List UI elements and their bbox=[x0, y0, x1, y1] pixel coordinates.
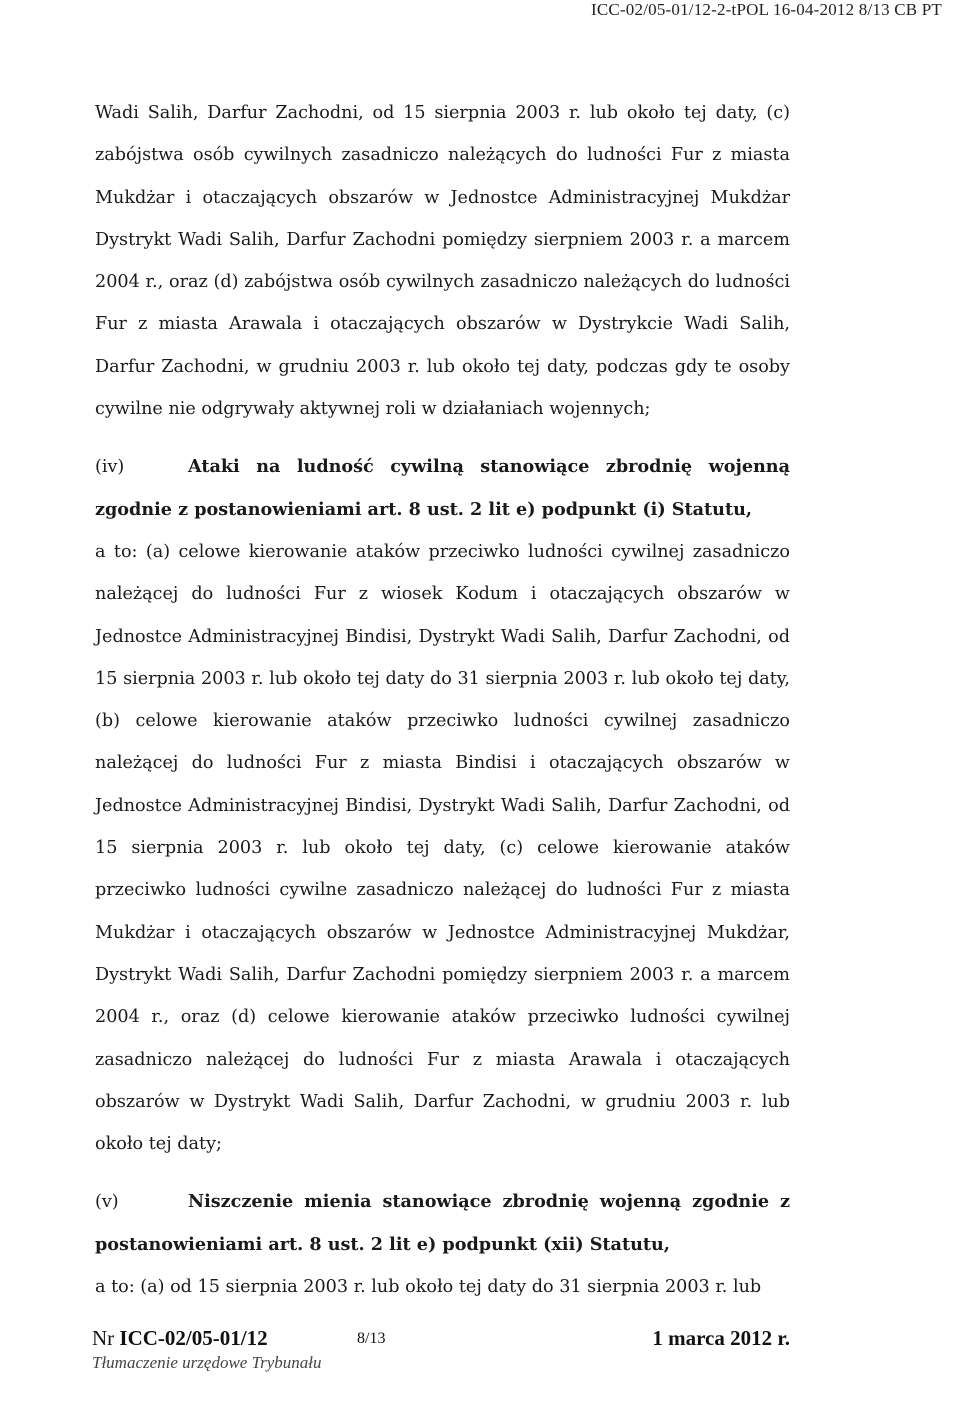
spacer bbox=[95, 1165, 790, 1179]
footer-case-number bbox=[92, 1326, 268, 1351]
footer-case-id: ICC-02/05-01/12 bbox=[119, 1326, 268, 1350]
paragraph-attacks-on-civilians: a to: (a) celowe kierowanie ataków przeciwko ludności cywilnej zasadniczo należącej do ludności Fur z wiosek Kodum i otaczających obszarów w Jednostce Administracyjnej Bindisi, Dystrykt Wadi Salih, Darfur Zachodni, od 15 sierpnia 2003 r. lub około tej daty do 31 sierpnia 2003 r. lub około tej daty, (b) celowe kierowanie ataków przeciwko ludności cywilnej zasadniczo należącej do ludności Fur z miasta Bindisi i otaczających obszarów w Jednostce Administracyjnej Bindisi, Dystrykt Wadi Salih, Darfur Zachodni, od 15 sierpnia 2003 r. lub około tej daty, (c) celowe kierowanie ataków przeciwko ludności cywilne zasadniczo należącej do ludności Fur z miasta Mukdżar i otaczających obszarów w Jednostce Administracyjnej Mukdżar, Dystrykt Wadi Salih, Darfur Zachodni pomiędzy sierpniem 2003 r. a marcem 2004 r., oraz (d) celowe kierowanie ataków przeciwko ludności cywilnej zasadniczo należącej do ludności Fur z miasta Arawala i otaczających obszarów w Dystrykt Wadi Salih, Darfur Zachodni, w grudniu 2003 r. lub około tej daty; bbox=[95, 541, 790, 1155]
footer-official-translation: Tłumaczenie urzędowe Trybunału bbox=[92, 1353, 322, 1372]
section-number-v: (v) bbox=[95, 1192, 119, 1213]
section-heading-iv bbox=[95, 446, 790, 531]
footer-nr-label: Nr bbox=[92, 1326, 115, 1350]
paragraph-killings-continued: Wadi Salih, Darfur Zachodni, od 15 sierpnia 2003 r. lub około tej daty, (c) zabójstwa osób cywilnych zasadniczo należących do ludności Fur z miasta Mukdżar i otaczających obszarów w Jednostce Administracyjnej Mukdżar Dystrykt Wadi Salih, Darfur Zachodni pomiędzy sierpniem 2003 r. a marcem 2004 r., oraz (d) zabójstwa osób cywilnych zasadniczo należących do ludności Fur z miasta Arawala i otaczających obszarów w Dystrykcie Wadi Salih, Darfur Zachodni, w grudniu 2003 r. lub około tej daty, podczas gdy te osoby cywilne nie odgrywały aktywnej roli w działaniach wojennych; bbox=[95, 103, 790, 420]
footer-page-number: 8/13 bbox=[357, 1330, 386, 1347]
spacer bbox=[95, 430, 790, 444]
footer-date: 1 marca 2012 r. bbox=[652, 1326, 790, 1350]
section-title-v: Niszczenie mienia stanowiące zbrodnię wojenną zgodnie z postanowieniami art. 8 ust. 2 lit e) podpunkt (xii) Statutu, bbox=[95, 1191, 790, 1255]
paragraph-destruction-of-property: a to: (a) od 15 sierpnia 2003 r. lub około tej daty do 31 sierpnia 2003 r. lub bbox=[95, 1277, 762, 1298]
document-reference-header: ICC-02/05-01/12-2-tPOL 16-04-2012 8/13 CB PT bbox=[591, 0, 942, 19]
document-body bbox=[95, 92, 790, 1308]
section-heading-v bbox=[95, 1181, 790, 1266]
section-title-iv: Ataki na ludność cywilną stanowiące zbrodnię wojenną zgodnie z postanowieniami art. 8 ust. 2 lit e) podpunkt (i) Statutu, bbox=[95, 456, 790, 520]
section-number-iv: (iv) bbox=[95, 457, 125, 478]
